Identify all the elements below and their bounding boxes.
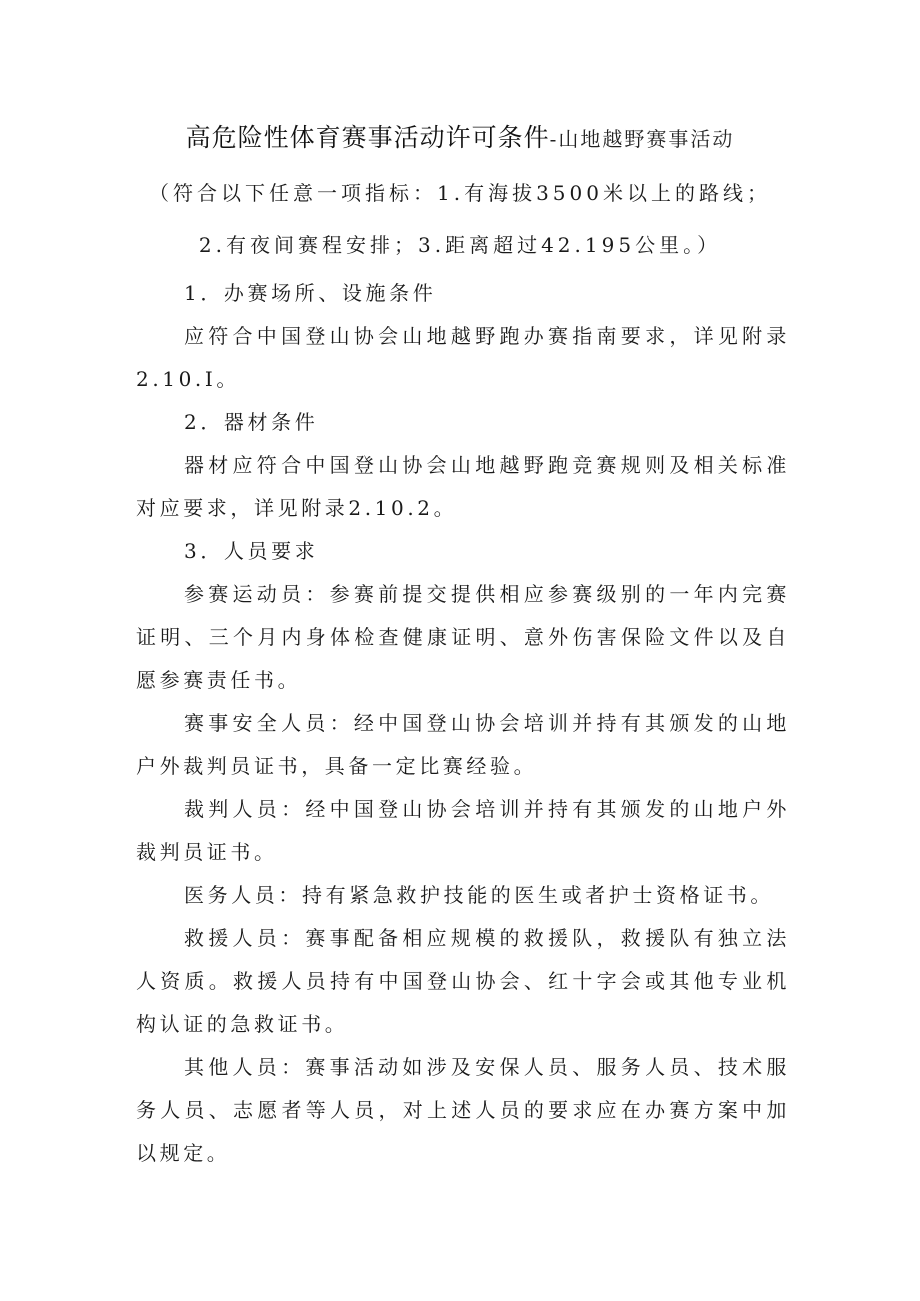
personnel-safety-staff: 赛事安全人员：经中国登山协会培训并持有其颁发的山地户外裁判员证书，具备一定比赛经验。 [136, 711, 790, 778]
section-text-venue: 应符合中国登山协会山地越野跑办赛指南要求，详见附录2.10.I。 [136, 324, 790, 391]
section-heading-personnel: 3．人员要求 [184, 539, 319, 563]
personnel-referees: 裁判人员：经中国登山协会培训并持有其颁发的山地户外裁判员证书。 [136, 797, 790, 864]
section-heading-venue: 1．办赛场所、设施条件 [184, 281, 437, 305]
section-heading-equipment: 2．器材条件 [184, 410, 319, 434]
title-main: 高危险性体育赛事活动许可条件 [185, 123, 550, 152]
document-body [136, 272, 790, 1175]
personnel-medical: 医务人员：持有紧急救护技能的医生或者护士资格证书。 [184, 883, 774, 907]
title-sub: -山地越野赛事活动 [549, 127, 735, 151]
criteria-line-1: （符合以下任意一项指标：1.有海拔3500米以上的路线； [149, 181, 771, 205]
criteria-line-2: 2.有夜间赛程安排；3.距离超过42.195公里。） [198, 233, 722, 257]
personnel-other: 其他人员：赛事活动如涉及安保人员、服务人员、技术服务人员、志愿者等人员，对上述人员的要求应在办赛方案中加以规定。 [136, 1055, 790, 1165]
personnel-rescue: 救援人员：赛事配备相应规模的救援队，救援队有独立法人资质。救援人员持有中国登山协会、红十字会或其他专业机构认证的急救证书。 [136, 926, 790, 1036]
section-text-equipment: 器材应符合中国登山协会山地越野跑竞赛规则及相关标准对应要求，详见附录2.10.2。 [136, 453, 790, 520]
personnel-athletes: 参赛运动员：参赛前提交提供相应参赛级别的一年内完赛证明、三个月内身体检查健康证明、意外伤害保险文件以及自愿参赛责任书。 [136, 582, 790, 692]
document-title [0, 118, 920, 154]
